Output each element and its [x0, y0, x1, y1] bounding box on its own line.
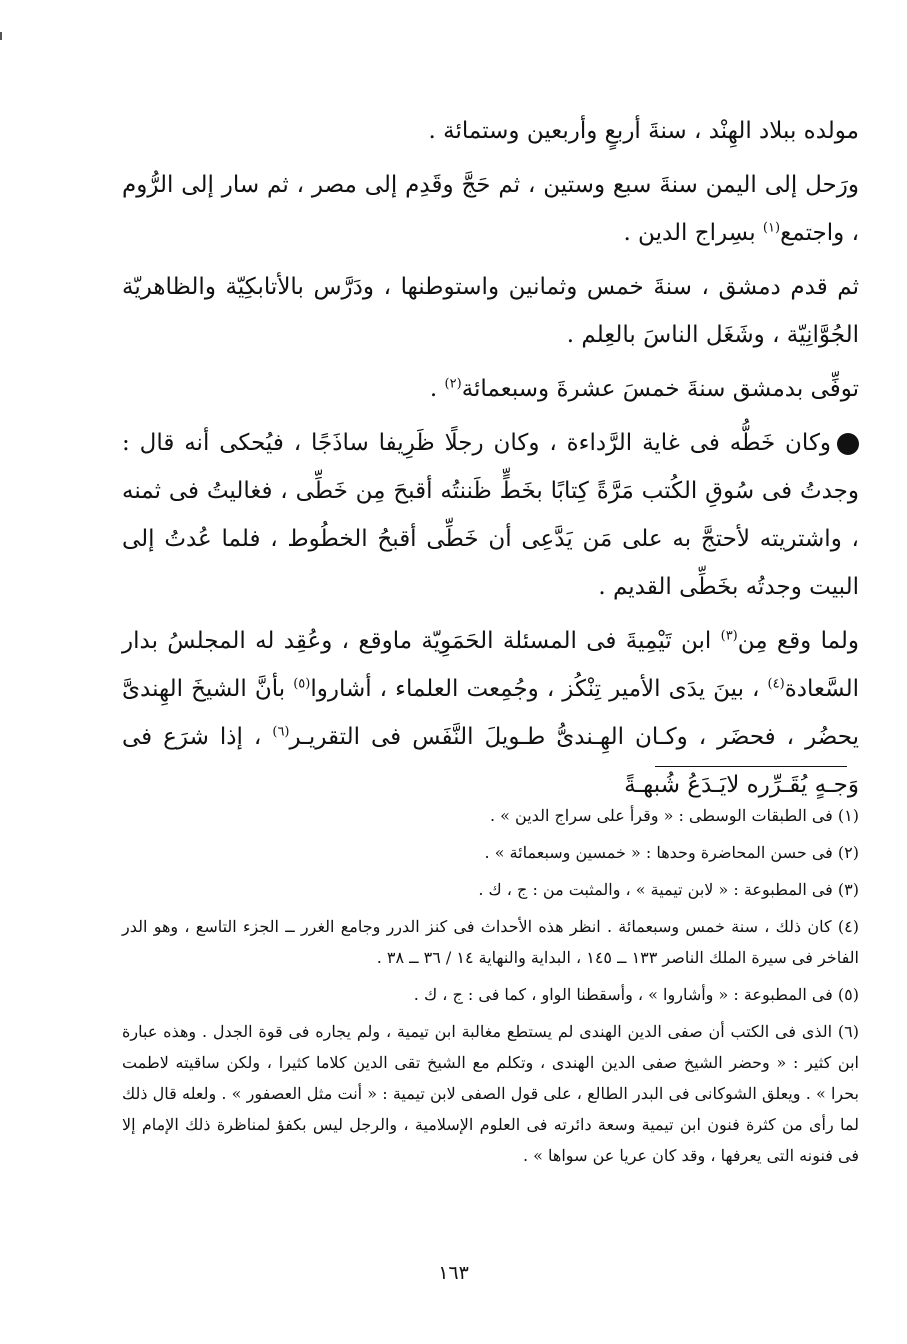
- debate-text-3: ، بينَ يدَى الأمير تِنْكُز ، وجُمِعت العلماء ، أشاروا: [310, 676, 760, 702]
- footnotes: [122, 800, 859, 1177]
- debate-text-2: ابن تَيْمِيةَ فى المسئلة الحَمَوِيّة ماوقع ، وعُقِد له المجلسُ بدار السَّعادة: [122, 628, 859, 702]
- bullet-icon: [837, 433, 859, 455]
- travel-text-end: بسِراج الدين .: [623, 220, 756, 246]
- note-ref-2: (٢): [444, 376, 462, 392]
- footnote-4: (٤) كان ذلك ، سنة خمس وسبعمائة . انظر هذه الأحداث فى كنز الدرر وجامع الغرر ــ الجزء التاسع ، وهو الدر الفاخر فى سيرة الملك الناصر ١٣٣ ــ ١٤٥ ، البداية والنهاية ١٤ / ٣٦ ــ ٣٨ .: [122, 917, 859, 967]
- note-ref-5: (٥): [293, 676, 311, 692]
- debate-text-5: ، إذا شرَع فى وَجـهٍ يُقَـرِّره لايَـدَعُ شُبهـةً: [122, 724, 859, 798]
- paragraph-debate: [122, 617, 859, 809]
- note-ref-4: (٤): [767, 676, 785, 692]
- footnote-3: (٣) فى المطبوعة : « لابن تيمية » ، والمثبت من : ج ، ك .: [478, 880, 859, 899]
- footnote-2: (٢) فى حسن المحاضرة وحدها : « خمسين وسبعمائة » .: [484, 843, 859, 862]
- death-text: توفِّى بدمشق سنةَ خمسَ عشرةَ وسبعمائة: [461, 376, 859, 402]
- note-ref-1: (١): [762, 220, 781, 236]
- paragraph-death: توفِّى بدمشق سنةَ خمسَ عشرةَ وسبعمائة$^{(٢)}$ .: [429, 376, 859, 402]
- footnote-6: (٦) الذى فى الكتب أن صفى الدين الهندى لم يستطع مغالبة ابن تيمية ، ولم يجاره فى قوة الجدل . وهذه عبارة ابن كثير : « وحضر الشيخ صفى الدين الهندى ، وتكلم مع الشيخ تقى الدين كلاما كثيرا ، ولكن ساقيته لاطمت بحرا » . ويعلق الشوكانى فى البدر الطالع ، على قول الصفى لابن تيمية : « أنت مثل العصفور » . ولعله قال ذلك لما رأى من كثرة فنون ابن تيمية وسعة دائرته فى العلوم الإسلامية ، والرجل ليس بكفؤ لمناظرة ذلك الإمام إلا فى فنونه التى يعرفها ، وقد كان عريا عن سواها » .: [122, 1022, 860, 1165]
- page-number: ١٦٣: [438, 1262, 469, 1284]
- paragraph-damascus: ثم قدم دمشق ، سنةَ خمس وثمانين واستوطنها ، ودَرَّس بالأتابكِيّة والظاهريّة الجُوَّانِيّة ، وشَغَل الناسَ بالعِلم .: [122, 274, 859, 348]
- handwriting-text: وكان خَطُّه فى غاية الرَّداءة ، وكان رجلًا ظَرِيفا ساذَجًا ، فيُحكى أنه قال : وجدتُ فى سُوقِ الكُتب مَرَّةً كِتابًا بخَطٍّ ظَننتُه أقبحَ مِن خَطِّى ، فغاليتُ فى ثمنه ، واشتريته لأحتجَّ به على مَن يَدَّعِى أن خَطِّى أقبحُ الخطُوط ، فلما عُدتُ إلى البيت وجدتُه بخَطِّى القديم .: [122, 430, 859, 600]
- paragraph-birth: مولده ببلاد الهِنْد ، سنةَ أربعٍ وأربعين وستمائة .: [428, 118, 859, 144]
- margin-mark: [0, 32, 2, 40]
- main-text: [122, 107, 859, 815]
- paragraph-handwriting: [122, 419, 859, 611]
- debate-text-1: ولما وقع مِن: [737, 628, 859, 654]
- travel-text: ورَحل إلى اليمن سنةَ سبع وستين ، ثم حَجَّ وقَدِم إلى مصر ، ثم سار إلى الرُّوم ، واجتمع: [122, 172, 859, 246]
- debate-text-4: بأنَّ الشيخَ الهِندىَّ يحضُر ، فحضَر ، وكـان الهِـندىُّ طـويلَ النَّفَس فى التقريـر: [122, 676, 859, 750]
- footnote-1: (١) فى الطبقات الوسطى : « وقرأ على سراج الدين » .: [489, 806, 859, 825]
- footnote-divider: [655, 766, 847, 767]
- note-ref-3: (٣): [720, 628, 738, 644]
- footnote-5: (٥) فى المطبوعة : « وأشاروا » ، وأسقطنا الواو ، كما فى : ج ، ك .: [413, 985, 859, 1004]
- paragraph-travel: [122, 161, 859, 257]
- note-ref-6: (٦): [272, 724, 290, 740]
